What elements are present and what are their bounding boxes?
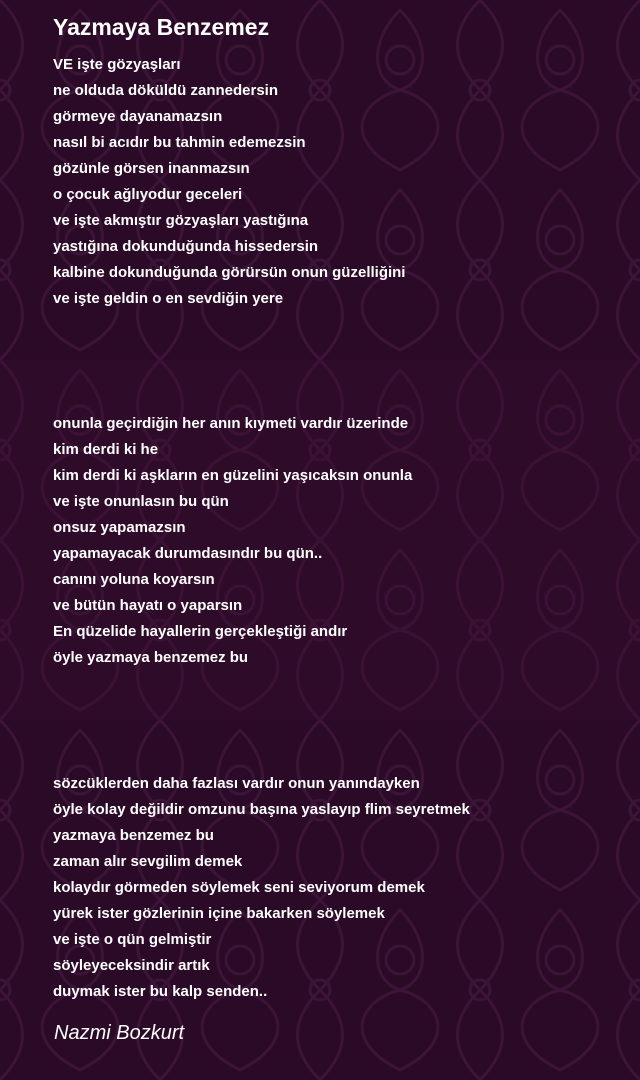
poem-line: görmeye dayanamazsın <box>53 108 223 125</box>
poem-line: canını yoluna koyarsın <box>53 571 215 588</box>
poem-line: yazmaya benzemez bu <box>53 827 214 844</box>
poem-line: nasıl bi acıdır bu tahmin edemezsin <box>53 134 306 151</box>
poem-line: o çocuk ağlıyodur geceleri <box>53 186 243 203</box>
poem-line: yapamayacak durumdasındır bu qün.. <box>53 545 323 562</box>
poem-line: yürek ister gözlerinin içine bakarken söylemek <box>53 905 385 922</box>
poem-author: Nazmi Bozkurt <box>54 1022 185 1044</box>
poem-line: öyle yazmaya benzemez bu <box>53 649 249 666</box>
poem-line: gözünle görsen inanmazsın <box>53 160 250 177</box>
poem-line: sözcüklerden daha fazlası vardır onun yanındayken <box>53 775 420 792</box>
poem-line: kim derdi ki aşkların en güzelini yaşıcaksın onunla <box>53 467 413 484</box>
poem-line: onunla geçirdiğin her anın kıymeti vardır üzerinde <box>53 415 409 432</box>
poem-line: kim derdi ki he <box>53 441 159 458</box>
poem-line: öyle kolay değildir omzunu başına yaslayıp flim seyretmek <box>53 801 470 818</box>
poem-stanza <box>53 52 405 312</box>
poem-line: zaman alır sevgilim demek <box>53 853 243 870</box>
poem-stanza <box>53 771 470 1005</box>
poem-stanza <box>53 411 412 671</box>
poem-title: Yazmaya Benzemez <box>53 14 270 40</box>
poem-line: kalbine dokunduğunda görürsün onun güzelliğini <box>53 264 406 281</box>
poem-line: kolaydır görmeden söylemek seni seviyorum demek <box>53 879 425 896</box>
poem-line: ve bütün hayatı o yaparsın <box>53 597 243 614</box>
poem-line: ve işte o qün gelmiştir <box>53 931 212 948</box>
poem-line: ve işte akmıştır gözyaşları yastığına <box>53 212 309 229</box>
poem-line: söyleyeceksindir artık <box>53 957 210 974</box>
poem-line: onsuz yapamazsın <box>53 519 186 536</box>
poem-line: VE işte gözyaşları <box>53 56 181 73</box>
poem-line: En qüzelide hayallerin gerçekleştiği andır <box>53 623 348 640</box>
poem-line: duymak ister bu kalp senden.. <box>53 983 268 1000</box>
poem-line: ve işte onunlasın bu qün <box>53 493 229 510</box>
poem-line: yastığına dokunduğunda hissedersin <box>53 238 319 255</box>
poem-line: ve işte geldin o en sevdiğin yere <box>53 290 284 307</box>
poem-line: ne olduda döküldü zannedersin <box>53 82 279 99</box>
